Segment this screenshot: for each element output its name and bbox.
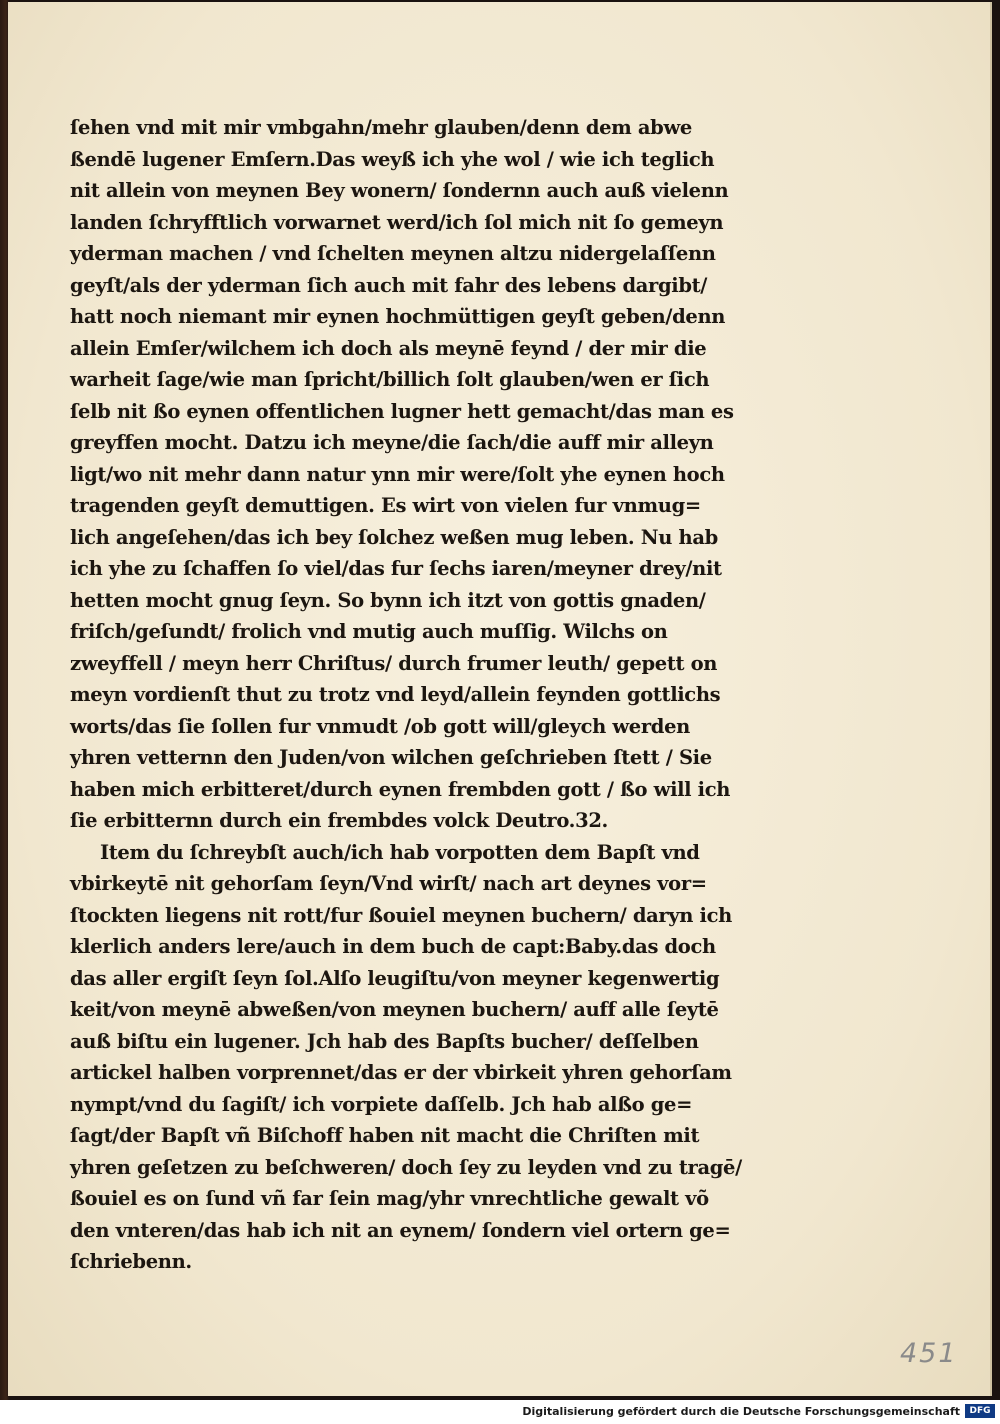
- folio-number: 451: [900, 1338, 958, 1369]
- text-line: auß biſtu ein lugener. Jch hab des Bapſts bucher/ deſſelben: [70, 1029, 699, 1053]
- text-line: haben mich erbitteret/durch eynen frembden gott / ßo will ich: [70, 777, 731, 801]
- text-line: nit allein von meynen Bey wonern/ ſondernn auch auß vielenn: [70, 179, 729, 202]
- text-line: hetten mocht gnug ſeyn. So bynn ich itzt von gottis gnaden/: [70, 588, 706, 612]
- text-line: greyffen mocht. Datzu ich meyne/die ſach/die auff mir alleyn: [70, 431, 714, 454]
- text-line: yhren geſetzen zu beſchweren/ doch ſey zu leyden vnd zu tragē/: [70, 1155, 742, 1179]
- text-line: landen ſchryfftlich vorwarnet werd/ich ſol mich nit ſo gemeyn: [70, 210, 724, 234]
- footer-bar: [0, 1400, 1000, 1424]
- text-line: klerlich anders lere/auch in dem buch de capt:Baby.das doch: [70, 935, 716, 958]
- text-line: geyſt/als der yderman ſich auch mit fahr des lebens dargibt/: [70, 273, 708, 297]
- text-line: zweyffell / meyn herr Chriſtus/ durch frumer leuth/ gepett on: [70, 651, 718, 675]
- text-line: friſch/geſundt/ frolich vnd mutig auch muſſig. Wilchs on: [70, 620, 668, 643]
- text-line: ſelb nit ßo eynen offentlichen lugner hett gemacht/das man es: [70, 399, 734, 423]
- text-line: ſtockten liegens nit rott/fur ßouiel meynen buchern/ daryn ich: [70, 903, 732, 927]
- text-line: ſagt/der Bapſt vñ Biſchoff haben nit macht die Chriſten mit: [70, 1124, 700, 1147]
- text-line: ligt/wo nit mehr dann natur ynn mir were/ſolt yhe eynen hoch: [70, 462, 725, 486]
- text-line: lich angeſehen/das ich bey ſolchez weßen mug leben. Nu hab: [70, 525, 718, 549]
- funding-credit: Digitalisierung gefördert durch die Deutsche Forschungsgemeinschaft: [522, 1405, 960, 1418]
- text-line: ßendē lugener Emſern.Das weyß ich yhe wol / wie ich teglich: [70, 147, 715, 171]
- text-line: ſie erbitternn durch ein frembdes volck Deutro.32.: [70, 809, 608, 832]
- text-line: hatt noch niemant mir eynen hochmüttigen geyſt geben/denn: [70, 305, 726, 328]
- text-line: ich yhe zu ſchaffen ſo viel/das fur ſechs iaren/meyner drey/nit: [70, 557, 722, 580]
- text-line: das aller ergiſt ſeyn ſol.Alſo leugiſtu/von meyner kegenwertig: [70, 966, 720, 990]
- text-line: Item du ſchreybſt auch/ich hab vorpotten dem Bapſt vnd: [100, 840, 700, 864]
- dfg-logo: DFG: [965, 1404, 995, 1418]
- text-line: nympt/vnd du ſagiſt/ ich vorpiete daſſelb. Jch hab alßo ge=: [70, 1092, 693, 1116]
- text-line: meyn vordienſt thut zu trotz vnd leyd/allein feynden gottlichs: [70, 683, 721, 706]
- text-line: keit/von meynē abweßen/von meynen buchern/ auff alle ſeytē: [70, 998, 719, 1021]
- text-line: worts/das ſie ſollen fur vnmudt /ob gott will/gleych werden: [70, 714, 690, 738]
- body-text: [70, 112, 770, 1278]
- text-line: vbirkeytē nit gehorſam ſeyn/Vnd wirſt/ nach art deynes vor=: [70, 872, 707, 895]
- text-line: yderman machen / vnd ſchelten meynen altzu nidergelaſſenn: [70, 242, 716, 265]
- text-line: warheit ſage/wie man ſpricht/billich ſolt glauben/wen er ſich: [70, 368, 710, 391]
- text-line: ſehen vnd mit mir vmbgahn/mehr glauben/denn dem abwe: [70, 116, 692, 139]
- text-line: ßouiel es on ſund vñ far ſein mag/yhr vnrechtliche gewalt võ: [70, 1187, 709, 1210]
- book-page: [8, 2, 992, 1396]
- text-line: den vnteren/das hab ich nit an eynem/ ſondern viel ortern ge=: [70, 1218, 731, 1242]
- text-line: tragenden geyſt demuttigen. Es wirt von vielen fur vnmug=: [70, 494, 701, 517]
- text-line: ſchriebenn.: [70, 1250, 192, 1273]
- text-line: yhren vetternn den Juden/von wilchen geſchrieben ſtett / Sie: [70, 746, 712, 769]
- text-line: artickel halben vorprennet/das er der vbirkeit yhren gehorſam: [70, 1061, 732, 1084]
- text-line: allein Emſer/wilchem ich doch als meynē feynd / der mir die: [70, 336, 707, 360]
